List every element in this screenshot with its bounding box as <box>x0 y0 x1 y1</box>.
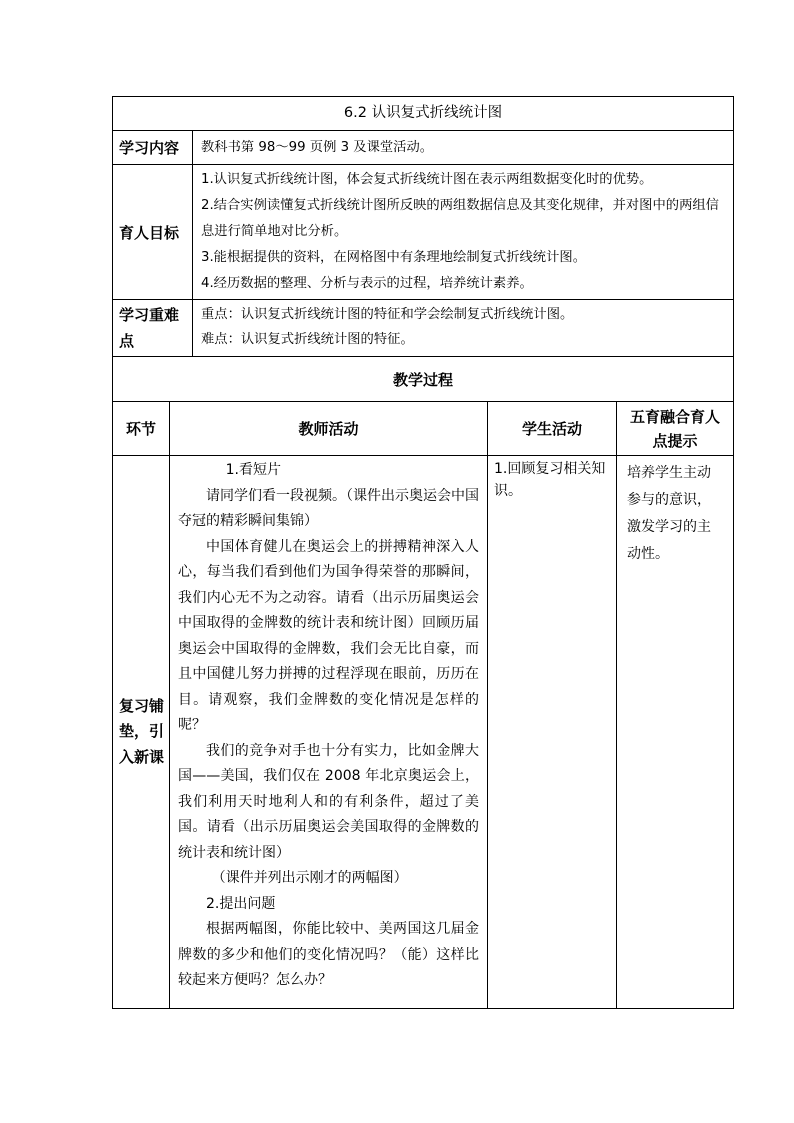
teacher-paragraph: 1.看短片 <box>225 462 281 478</box>
col-header-teacher: 教师活动 <box>170 402 488 456</box>
key-points <box>193 300 734 357</box>
col-header-stage: 环节 <box>113 402 170 456</box>
key-point-difficulty: 难点：认识复式折线统计图的特征。 <box>201 332 414 347</box>
goal-item: 1.认识复式折线统计图，体会复式折线统计图在表示两组数据变化时的优势。 <box>201 172 653 187</box>
goal-item: 4.经历数据的整理、分析与表示的过程，培养统计素养。 <box>201 276 533 291</box>
teacher-paragraph: （课件并列出示刚才的两幅图） <box>211 870 408 886</box>
lesson-title: 6.2 认识复式折线统计图 <box>113 97 734 131</box>
stage-label: 复习铺垫，引入新课 <box>113 456 170 1009</box>
student-activity: 1.回顾复习相关知识。 <box>488 456 617 1009</box>
teacher-paragraph: 2.提出问题 <box>206 895 276 912</box>
col-header-tip: 五育融合育人点提示 <box>617 402 734 456</box>
learning-content-label: 学习内容 <box>113 131 193 165</box>
key-point-focus: 重点：认识复式折线统计图的特征和学会绘制复式折线统计图。 <box>201 307 574 322</box>
teacher-paragraph: 根据两幅图，你能比较中、美两国这几届金牌数的多少和他们的变化情况吗？（能）这样比较起来方便吗？怎么办？ <box>178 921 479 988</box>
education-tip: 培养学生主动参与的意识，激发学习的主动性。 <box>617 456 734 1009</box>
teacher-paragraph: 请同学们看一段视频。（课件出示奥运会中国夺冠的精彩瞬间集锦） <box>178 487 479 529</box>
goals-label: 育人目标 <box>113 165 193 300</box>
lesson-plan-table <box>112 96 734 1009</box>
teacher-paragraph: 中国体育健儿在奥运会上的拼搏精神深入人心，每当我们看到他们为国争得荣誉的那瞬间，我们内心无不为之动容。请看（出示历届奥运会中国取得的金牌数的统计表和统计图）回顾历届奥运会中国取得的金牌数，我们会无比自豪，而且中国健儿努力拼搏的过程浮现在眼前，历历在目。请观察，我们金牌数的变化情况是怎样的呢？ <box>178 538 479 733</box>
key-points-label: 学习重难点 <box>113 300 193 357</box>
learning-content-text: 教科书第 98～99 页例 3 及课堂活动。 <box>193 131 734 165</box>
process-heading: 教学过程 <box>113 357 734 402</box>
teacher-paragraph: 我们的竞争对手也十分有实力，比如金牌大国——美国，我们仅在 2008 年北京奥运会上，我们利用天时地利人和的有利条件，超过了美国。请看（出示历届奥运会美国取得的金牌数的统计表和统计图） <box>178 742 479 861</box>
goals-list <box>193 165 734 300</box>
teacher-activity <box>170 456 488 1009</box>
goal-item: 2.结合实例读懂复式折线统计图所反映的两组数据信息及其变化规律，并对图中的两组信息进行简单地对比分析。 <box>201 198 719 239</box>
goal-item: 3.能根据提供的资料，在网格图中有条理地绘制复式折线统计图。 <box>201 250 586 265</box>
col-header-student: 学生活动 <box>488 402 617 456</box>
